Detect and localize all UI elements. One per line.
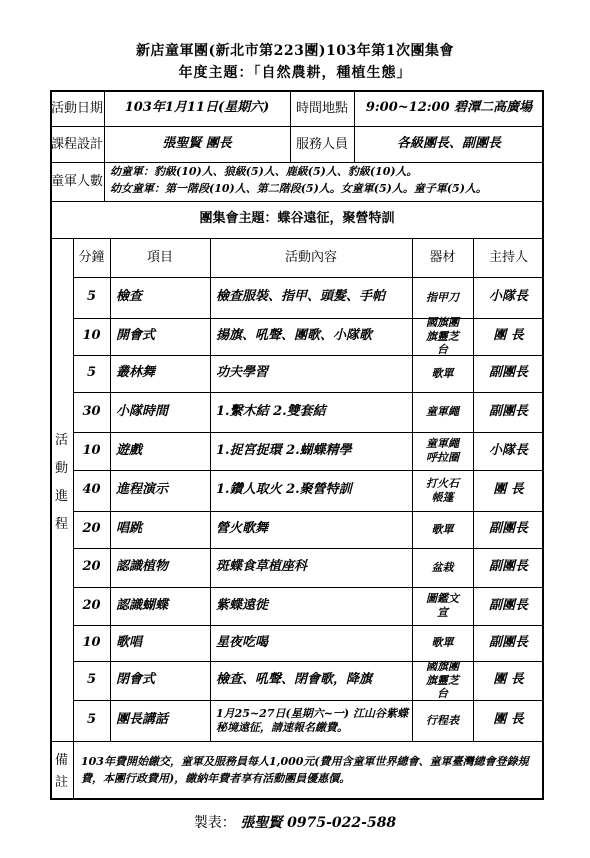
row-content: 斑蝶食草植座科 [216, 559, 308, 575]
row-content: 星夜吃喝 [216, 634, 269, 650]
row-equipment: 歌單 [431, 366, 454, 380]
row-minutes: 10 [82, 634, 101, 650]
row-item: 開會式 [116, 328, 156, 344]
row-content: 檢查服裝、指甲、頭髮、手帕 [216, 289, 386, 305]
row-equipment: 童軍繩 [426, 405, 459, 419]
scouts-line-1: 幼童軍：豹級(10)人、狼級(5)人、鹿級(5)人、豹級(10)人。 [110, 165, 418, 179]
row-content: 營火歌舞 [216, 521, 269, 537]
row-item: 團長講話 [116, 712, 169, 728]
remarks-label: 備 註 [54, 751, 68, 789]
row-item: 閉會式 [116, 672, 156, 688]
row-item: 進程演示 [116, 482, 169, 498]
remarks-text: 103年費開始繳交，童軍及服務員每人1,000元(費用含童軍世界總會、童軍臺灣總會登錄規費，本團行政費用)，繳納年費者享有活動團員優惠價。 [81, 755, 529, 785]
row-minutes: 20 [82, 521, 101, 537]
footer [0, 812, 590, 832]
row-minutes: 20 [82, 597, 101, 613]
row-host: 小隊長 [488, 442, 528, 458]
scouts-label: 童軍人數 [50, 173, 103, 189]
row-content: 1.捉宮捉環 2.蝴蝶精學 [216, 442, 352, 458]
row-host: 團 長 [493, 482, 524, 498]
row-equipment: 圖鑑文宣 [426, 592, 459, 619]
row-host: 副團長 [488, 521, 528, 537]
design-label: 課程設計 [50, 135, 103, 151]
footer-label: 製表： [193, 814, 236, 830]
row-equipment: 歌單 [431, 522, 454, 536]
row-content: 功夫學習 [216, 365, 269, 381]
row-content: 揚旗、吼聲、團歌、小隊歌 [216, 328, 373, 344]
row-minutes: 5 [86, 365, 97, 381]
header-item: 項目 [146, 249, 173, 265]
row-equipment: 行程表 [426, 713, 459, 727]
row-content: 檢查、吼聲、閉會歌，降旗 [216, 672, 373, 688]
header-host: 主持人 [488, 249, 528, 265]
row-minutes: 10 [82, 328, 101, 344]
header-equipment: 器材 [429, 249, 456, 265]
row-host: 小隊長 [488, 289, 528, 305]
row-minutes: 5 [86, 712, 97, 728]
row-content: 紫蝶遠徙 [216, 597, 269, 613]
design-value: 張聖賢 團長 [162, 135, 232, 151]
row-equipment: 歌單 [431, 636, 454, 650]
footer-author: 張聖賢 0975-022-588 [240, 815, 397, 831]
row-item: 遊戲 [116, 442, 143, 458]
staff-label: 服務人員 [295, 135, 348, 151]
row-content: 1月25~27日(星期六~一) 江山谷紫蝶秘境遠征，請速報名繳費。 [216, 706, 408, 734]
row-host: 副團長 [488, 365, 528, 381]
row-content: 1.繫木結 2.雙套結 [216, 403, 326, 419]
row-host: 團 長 [493, 328, 524, 344]
row-minutes: 20 [82, 559, 101, 575]
row-item: 認識植物 [116, 559, 169, 575]
row-equipment: 國旗團旗靈芝台 [426, 315, 459, 357]
date-value: 103年1月11日(星期六) [124, 99, 270, 115]
row-item: 認識蝴蝶 [116, 597, 169, 613]
time-value: 9:00~12:00 碧潭二高廣場 [365, 99, 533, 115]
row-host: 副團長 [488, 597, 528, 613]
row-equipment: 盆栽 [431, 560, 454, 574]
row-host: 團 長 [493, 712, 524, 728]
row-item: 叢林舞 [116, 365, 156, 381]
scouts-line-2: 幼女童軍：第一階段(10)人、第二階段(5)人。女童軍(5)人。童子軍(5)人。 [110, 182, 487, 196]
row-equipment: 童軍繩呼拉圈 [426, 437, 459, 464]
row-item: 小隊時間 [116, 403, 169, 419]
header-minutes: 分鐘 [78, 249, 105, 265]
row-minutes: 40 [82, 482, 101, 498]
row-content: 1.鑽人取火 2.聚營特訓 [216, 482, 352, 498]
row-item: 歌唱 [116, 634, 143, 650]
time-label: 時間地點 [295, 99, 348, 115]
section-label: 活 動 進 程 [54, 432, 68, 531]
row-item: 檢查 [116, 289, 143, 305]
document-title: 新店童軍團(新北市第223團)103年第1次團集會 [136, 43, 454, 59]
row-minutes: 10 [82, 442, 101, 458]
meeting-theme: 團集會主題：蝶谷遠征，聚營特訓 [199, 211, 395, 227]
row-host: 副團長 [488, 634, 528, 650]
row-equipment: 國旗團旗靈芝台 [426, 659, 459, 701]
row-host: 副團長 [488, 559, 528, 575]
header-content: 活動內容 [284, 249, 337, 265]
staff-value: 各級團長、副團長 [396, 135, 501, 151]
row-equipment: 打火石帳篷 [426, 476, 459, 504]
date-label: 活動日期 [50, 99, 103, 115]
annual-theme: 年度主題：「自然農耕，種植生態」 [178, 65, 412, 81]
row-host: 副團長 [488, 403, 528, 419]
row-minutes: 30 [82, 403, 101, 419]
row-host: 團 長 [493, 672, 524, 688]
row-minutes: 5 [86, 289, 97, 305]
row-equipment: 指甲刀 [426, 290, 459, 304]
row-minutes: 5 [86, 672, 97, 688]
row-item: 唱跳 [116, 521, 143, 537]
